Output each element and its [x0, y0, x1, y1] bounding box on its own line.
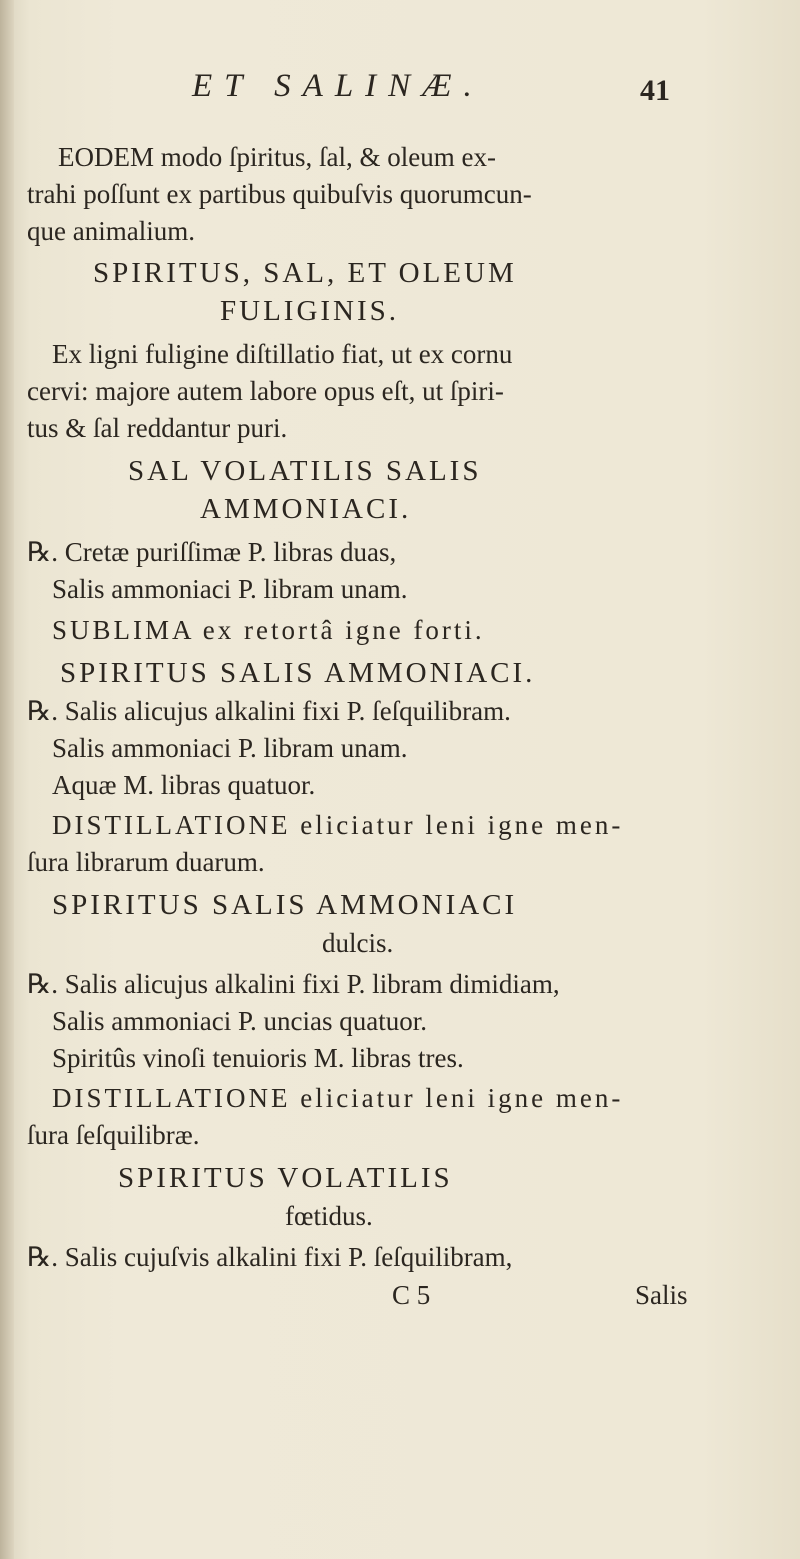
recipe-line: ℞. Cretæ puriſſimæ P. libras duas,	[27, 537, 397, 567]
page-number: 41	[640, 74, 670, 107]
text-line: cervi: majore autem labore opus eſt, ut ſpiri-	[27, 376, 504, 406]
section-heading: SAL VOLATILIS SALIS	[128, 455, 482, 487]
instruction-line: SUBLIMA ex retortâ igne forti.	[52, 615, 485, 645]
section-heading: SPIRITUS SALIS AMMONIACI.	[60, 657, 536, 689]
section-heading: AMMONIACI.	[200, 493, 412, 525]
text-line: trahi poſſunt ex partibus quibuſvis quorumcun-	[27, 179, 532, 209]
text-line: ſura librarum duarum.	[27, 847, 265, 877]
running-head: ET SALINÆ.	[192, 68, 484, 104]
section-heading: SPIRITUS, SAL, ET OLEUM	[93, 257, 517, 289]
recipe-line: Salis ammoniaci P. uncias quatuor.	[52, 1006, 427, 1036]
text-line: que animalium.	[27, 216, 195, 246]
recipe-line: Salis ammoniaci P. libram unam.	[52, 574, 408, 604]
text-line: EODEM modo ſpiritus, ſal, & oleum ex-	[58, 142, 496, 172]
page-header	[0, 68, 800, 108]
section-heading: FULIGINIS.	[220, 295, 400, 327]
page-gutter	[0, 0, 14, 1559]
catchword: Salis	[635, 1280, 688, 1310]
text-line: ſura ſeſquilibræ.	[27, 1120, 200, 1150]
text-line: tus & ſal reddantur puri.	[27, 413, 288, 443]
section-subheading: dulcis.	[322, 928, 394, 958]
recipe-line: Spiritûs vinoſi tenuioris M. libras tres.	[52, 1043, 464, 1073]
section-heading: SPIRITUS VOLATILIS	[118, 1162, 453, 1194]
recipe-line: Salis ammoniaci P. libram unam.	[52, 733, 408, 763]
instruction-line: DISTILLATIONE eliciatur leni igne men-	[52, 810, 624, 840]
recipe-line: Aquæ M. libras quatuor.	[52, 770, 316, 800]
text-line: Ex ligni fuligine diſtillatio fiat, ut ex cornu	[52, 339, 513, 369]
recipe-line: ℞. Salis alicujus alkalini fixi P. libram dimidiam,	[27, 969, 560, 999]
recipe-line: ℞. Salis alicujus alkalini fixi P. ſeſquilibram.	[27, 696, 511, 726]
section-heading: SPIRITUS SALIS AMMONIACI	[52, 889, 518, 921]
instruction-line: DISTILLATIONE eliciatur leni igne men-	[52, 1083, 624, 1113]
signature-mark: C 5	[392, 1280, 431, 1310]
section-subheading: fœtidus.	[285, 1201, 373, 1231]
recipe-line: ℞. Salis cujuſvis alkalini fixi P. ſeſquilibram,	[27, 1242, 513, 1272]
